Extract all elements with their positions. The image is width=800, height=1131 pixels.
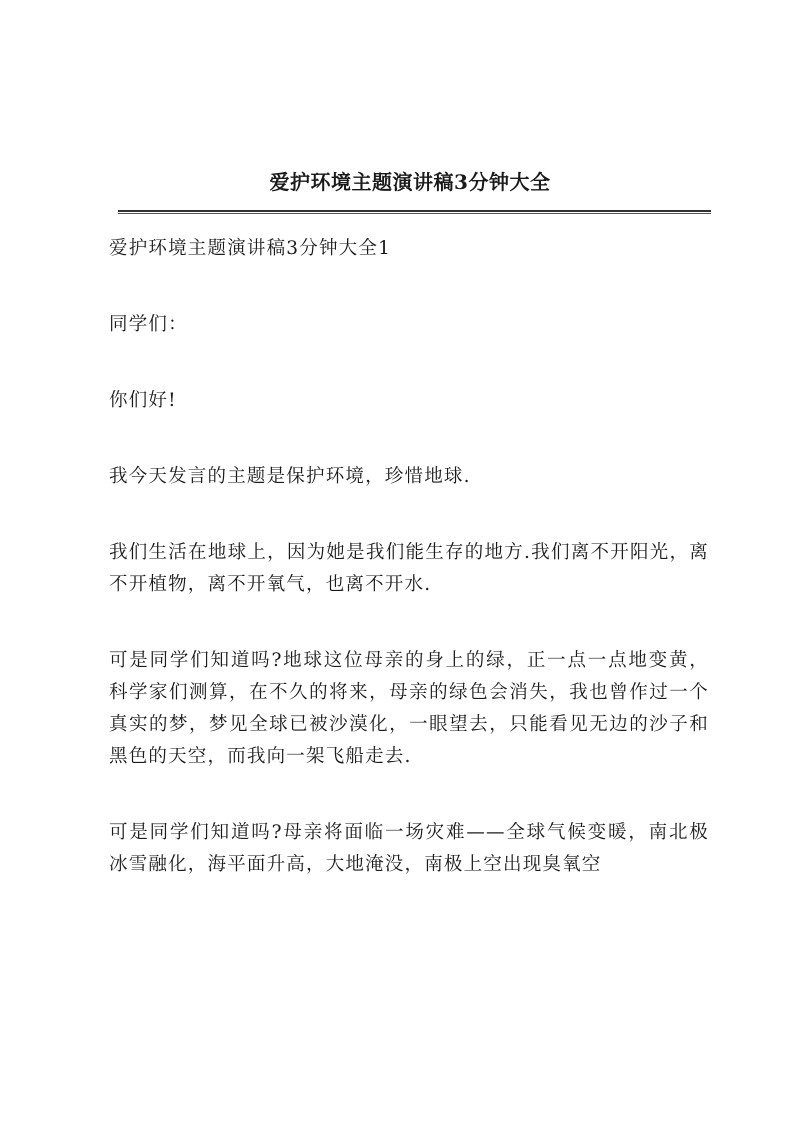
paragraph: 可是同学们知道吗?地球这位母亲的身上的绿，正一点一点地变黄，科学家们测算，在不久的将来，母亲的绿色会消失，我也曾作过一个真实的梦，梦见全球已被沙漠化，一眼望去，只能看见无边的沙子和黑色的天空，而我向一架飞船走去. xyxy=(109,650,709,767)
paragraph: 可是同学们知道吗?母亲将面临一场灾难——全球气候变暖，南北极冰雪融化，海平面升高，大地淹没，南极上空出现臭氧空 xyxy=(109,822,709,875)
salutation: 同学们： xyxy=(109,314,188,335)
paragraph: 我今天发言的主题是保护环境，珍惜地球. xyxy=(109,466,471,487)
section-heading: 爱护环境主题演讲稿3分钟大全1 xyxy=(109,238,392,259)
document-body xyxy=(109,233,709,925)
document-title: 爱护环境主题演讲稿3分钟大全 xyxy=(269,170,551,194)
paragraph: 我们生活在地球上，因为她是我们能生存的地方.我们离不开阳光，离不开植物，离不开氧气，也离不开水. xyxy=(109,542,709,595)
title-divider xyxy=(118,210,711,214)
greeting: 你们好! xyxy=(109,390,177,411)
